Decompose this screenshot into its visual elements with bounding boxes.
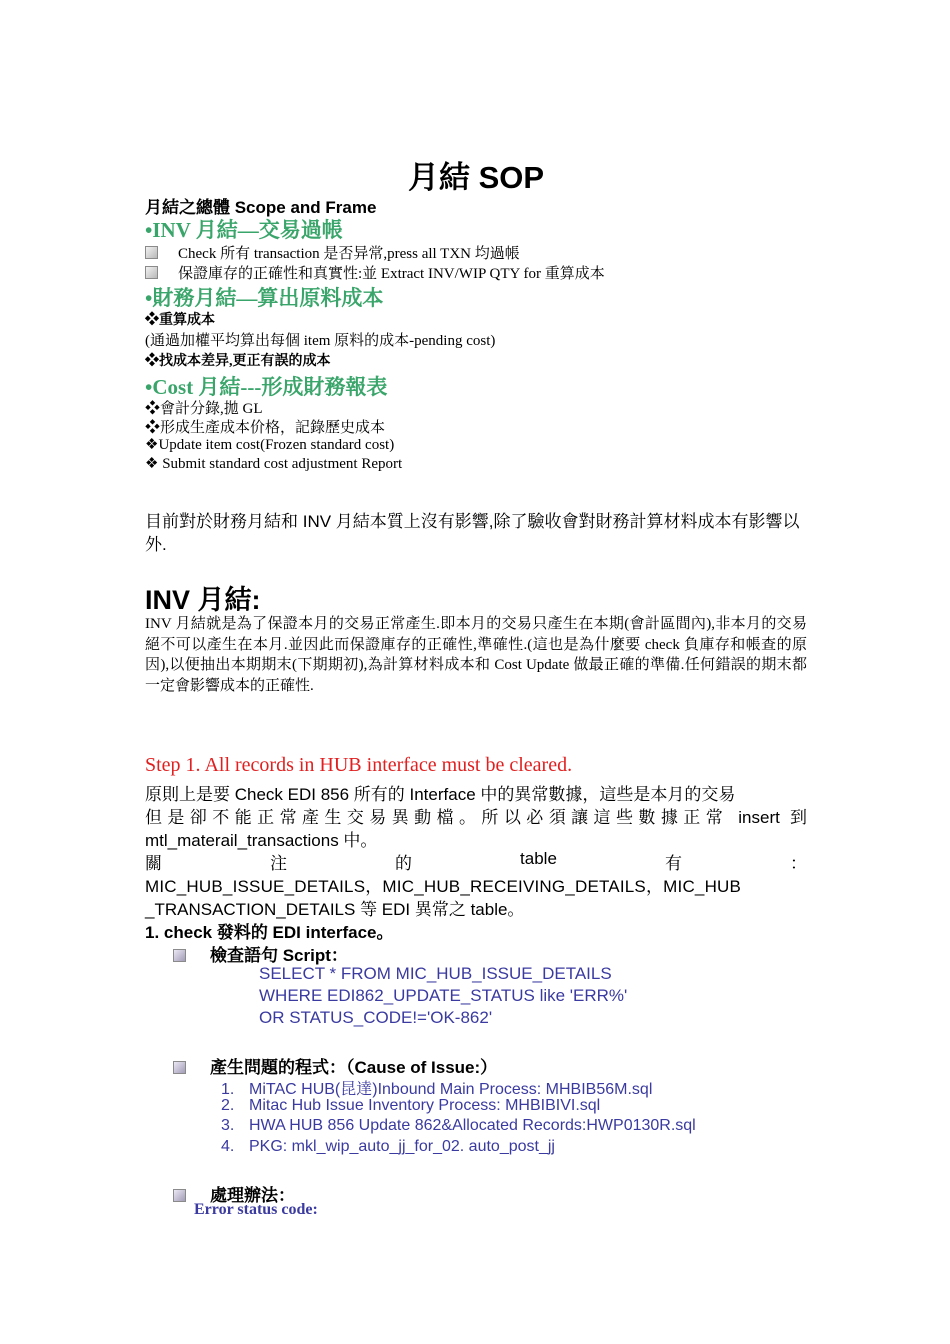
list-item: ❖會計分錄,拋 GL bbox=[145, 401, 263, 417]
page-subtitle: 月結之總體 Scope and Frame bbox=[145, 198, 377, 217]
section-heading-finance: •財務月結—算出原料成本 bbox=[145, 286, 384, 310]
step1-line: MIC_HUB_ISSUE_DETAILS，MIC_HUB_RECEIVING_DETAILS，MIC_HUB bbox=[145, 877, 742, 896]
section-heading-inv: •INV 月結—交易過帳 bbox=[145, 218, 343, 242]
sql-line: OR STATUS_CODE!='OK-862' bbox=[259, 1008, 493, 1027]
list-item: Check 所有 transaction 是否异常,press all TXN 均過帳 bbox=[145, 242, 520, 263]
script-label: 檢查語句 Script： bbox=[173, 941, 348, 966]
page-title: 月結 SOP bbox=[407, 160, 545, 195]
error-status-label: Error status code: bbox=[194, 1201, 318, 1218]
list-item: 2. Mitac Hub Issue Inventory Process: MHBIBIVI.sql bbox=[221, 1096, 601, 1114]
step1-line: 關 注 的 table 有 ： bbox=[145, 849, 807, 873]
list-item: 1. MiTAC HUB(昆達)Inbound Main Process: MHBIB56M.sql bbox=[221, 1081, 653, 1098]
sql-line: WHERE EDI862_UPDATE_STATUS like 'ERR%' bbox=[259, 986, 628, 1005]
cause-label: 產生問題的程式：（Cause of Issue:） bbox=[173, 1053, 497, 1078]
step1-line: 原則上是要 Check EDI 856 所有的 Interface 中的異常數據，這些是本月的交易 bbox=[145, 785, 736, 804]
checkbox-bullet-icon bbox=[145, 266, 158, 279]
step1-line: 但是卻不能正常產生交易異動檔。所以必須讓這些數據正常 insert 到 bbox=[145, 808, 807, 827]
list-item: ❖ Submit standard cost adjustment Report bbox=[145, 456, 403, 472]
step1-sub-heading: 1. check 發料的 EDI interface。 bbox=[145, 923, 394, 942]
step1-line: mtl_materail_transactions 中。 bbox=[145, 831, 378, 850]
list-item: 保證庫存的正確性和真實性:並 Extract INV/WIP QTY for 重算成本 bbox=[145, 262, 605, 283]
sql-line: SELECT * FROM MIC_HUB_ISSUE_DETAILS bbox=[259, 964, 612, 983]
step1-heading: Step 1. All records in HUB interface must be cleared. bbox=[145, 754, 573, 776]
square-bullet-icon bbox=[173, 949, 186, 962]
list-item: ❖重算成本 bbox=[145, 313, 215, 328]
cause-list bbox=[221, 1076, 696, 1158]
list-item: ❖Update item cost(Frozen standard cost) bbox=[145, 437, 395, 453]
fix-label: 處理辦法： bbox=[173, 1181, 295, 1206]
intro-paragraph: 目前對於財務月結和 INV 月結本質上沒有影響,除了驗收會對財務計算材料成本有影響以外. bbox=[145, 512, 800, 554]
square-bullet-icon bbox=[173, 1189, 186, 1202]
list-item: ❖找成本差异,更正有誤的成本 bbox=[145, 354, 331, 369]
square-bullet-icon bbox=[173, 1061, 186, 1074]
list-item: 3. HWA HUB 856 Update 862&Allocated Records:HWP0130R.sql bbox=[221, 1117, 696, 1134]
list-item: 4. PKG: mkl_wip_auto_jj_for_02. auto_post_jj bbox=[221, 1137, 555, 1155]
list-item: (通過加權平均算出每個 item 原料的成本-pending cost) bbox=[145, 333, 496, 349]
inv-heading: INV 月結: bbox=[145, 585, 261, 615]
step1-line: _TRANSACTION_DETAILS 等 EDI 異常之 table。 bbox=[145, 900, 525, 919]
checkbox-bullet-icon bbox=[145, 246, 158, 259]
section-heading-cost: •Cost 月結---形成財務報表 bbox=[145, 375, 388, 399]
list-item: ❖形成生產成本价格，記錄歷史成本 bbox=[145, 420, 386, 436]
inv-paragraph: INV 月結就是為了保證本月的交易正常產生.即本月的交易只產生在本期(會計區間內),非本月的交易絕不可以產生在本月.並因此而保證庫存的正確性,準確性.(這也是為什麼要 check 負庫存和帳查的原因),以便抽出本期期末(下期期初),為計算材料成本和 Cost Update 做最正確的準備.任何錯誤的期末都一定會影響成本的正確性. bbox=[145, 616, 807, 694]
